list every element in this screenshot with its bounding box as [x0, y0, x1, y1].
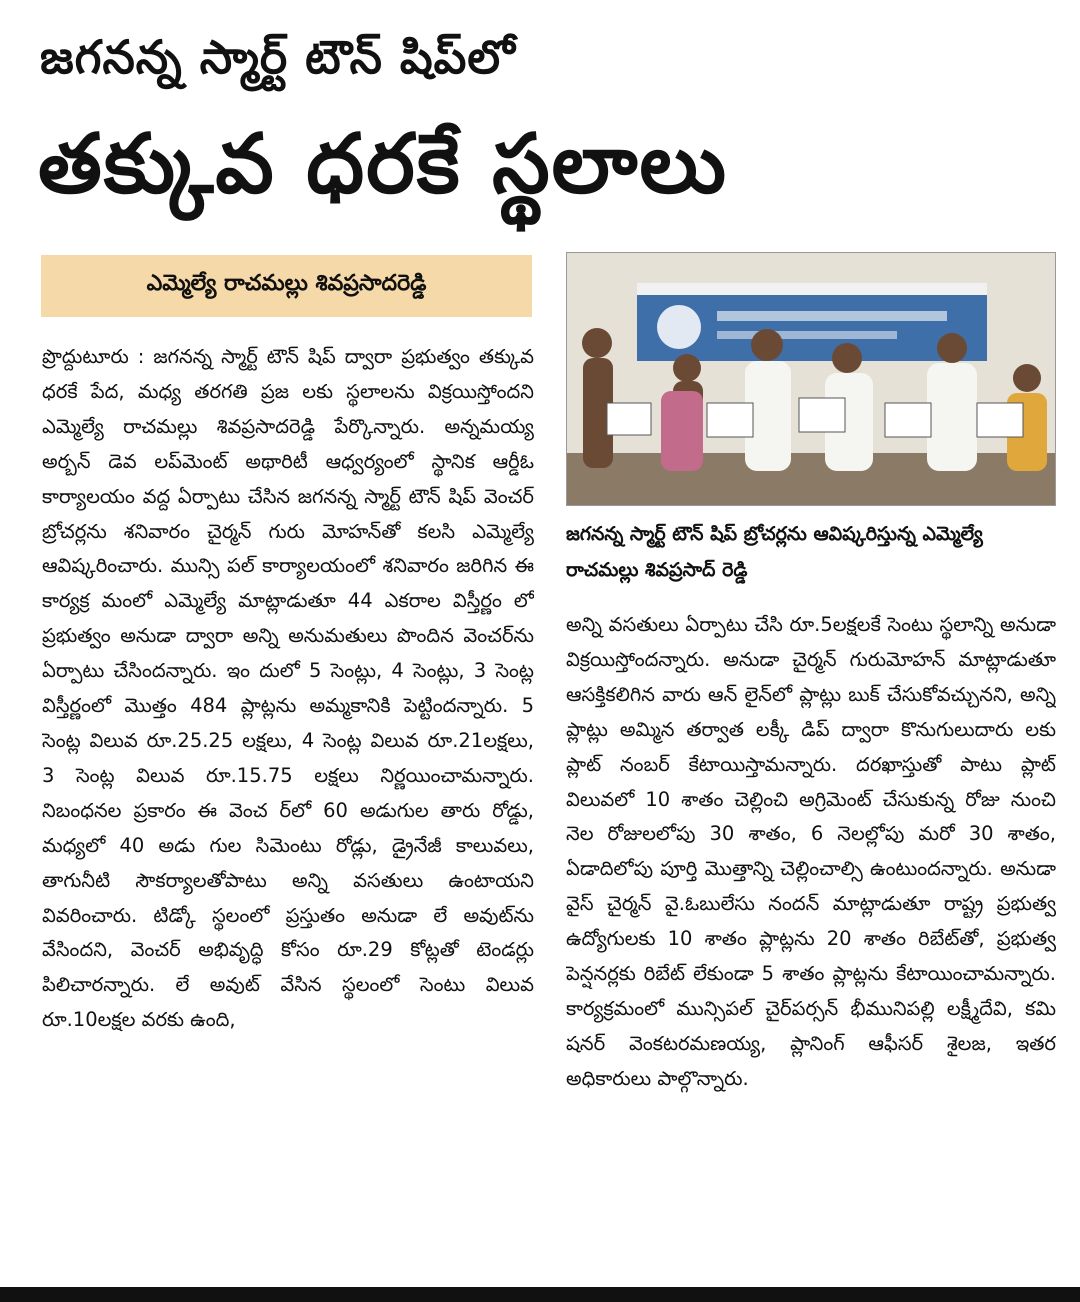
kicker: జగనన్న స్మార్ట్ టౌన్ షిప్‌లో	[40, 30, 516, 84]
body-column-right: అన్ని వసతులు ఏర్పాటు చేసి రూ.5లక్షలకే సెంటు స్థలాన్ని అనుడా విక్రయిస్తోందన్నారు. అనుడా చైర్మన్ గురుమోహన్ మాట్లాడుతూ ఆసక్తికలిగిన వారు ఆన్ లైన్‌లో ప్లాట్లు బుక్ చేసుకోవచ్చునని, అన్ని ప్లాట్లు అమ్మిన తర్వాత లక్కీ డిప్ ద్వారా కొనుగులుదారు లకు ప్లాట్ నంబర్ కేటాయిస్తామన్నారు. దరఖాస్తుతో పాటు ప్లాట్ విలువలో 10 శాతం చెల్లించి అగ్రిమెంట్ చేసుకున్న రోజు నుంచి నెల రోజులలోపు 30 శాతం, 6 నెలల్లోపు మరో 30 శాతం, ఏడాదిలోపు పూర్తి మొత్తాన్ని చెల్లించాల్సి ఉంటుందన్నారు. అనుడా వైస్ చైర్మన్ వై.ఓబులేసు నందన్ మాట్లాడుతూ రాష్ట్ర ప్రభుత్వ ఉద్యోగులకు 10 శాతం ప్లాట్లను 20 శాతం రిబేట్‌తో, ప్రభుత్వ పెన్షనర్లకు రిబేట్ లేకుండా 5 శాతం ప్లాట్లను కేటాయించామన్నారు. కార్యక్రమంలో మున్సిపల్ చైర్‌పర్సన్ భీమునిపల్లి లక్ష్మీదేవి, కమి షనర్ వెంకటరమణయ్య, ప్లానింగ్ ఆఫీసర్ శైలజ, ఇతర అధికారులు పాల్గొన్నారు.	[566, 613, 1056, 1090]
headline: తక్కువ ధరకే స్థలాలు	[38, 117, 728, 212]
bottom-bar	[0, 1287, 1080, 1302]
body-column-left: ప్రొద్దుటూరు : జగనన్న స్మార్ట్ టౌన్ షిప్ ద్వారా ప్రభుత్వం తక్కువ ధరకే పేద, మధ్య తరగతి ప్రజ లకు స్థలాలను విక్రయిస్తోందని ఎమ్మెల్యే రాచమల్లు శివప్రసాదరెడ్డి పేర్కొన్నారు. అన్నమయ్య అర్బన్ డెవ లప్‌మెంట్ అథారిటీ ఆధ్వర్యంలో స్థానిక ఆర్డీఓ కార్యాలయం వద్ద ఏర్పాటు చేసిన జగనన్న స్మార్ట్ టౌన్ షిప్ వెంచర్ బ్రోచర్లను శనివారం చైర్మన్ గురు మోహన్‌తో కలసి ఎమ్మెల్యే ఆవిష్కరించారు. మున్సి పల్ కార్యాలయంలో శనివారం జరిగిన ఈ కార్యక్ర మంలో ఎమ్మెల్యే మాట్లాడుతూ 44 ఎకరాల విస్తీర్ణం లో ప్రభుత్వం అనుడా ద్వారా అన్ని అనుమతులు పొందిన వెంచర్‌ను ఏర్పాటు చేసిందన్నారు. ఇం దులో 5 సెంట్లు, 4 సెంట్లు, 3 సెంట్ల విస్తీర్ణంలో మొత్తం 484 ప్లాట్లను అమ్మకానికి పెట్టిందన్నారు. 5 సెంట్ల విలువ రూ.25.25 లక్షలు, 4 సెంట్ల విలువ రూ.21లక్షలు, 3 సెంట్ల విలువ రూ.15.75 లక్షలు నిర్ణయించామన్నారు. నిబంధనల ప్రకారం ఈ వెంచ ర్‌లో 60 అడుగుల తారు రోడ్డు, మధ్యలో 40 అడు గుల సిమెంటు రోడ్లు, డ్రైనేజీ కాలువలు, తాగునీటి సౌకర్యాలతోపాటు అన్ని వసతులు ఉంటాయని వివరించారు. టిడ్కో స్థలంలో ప్రస్తుతం అనుడా లే అవుట్‌ను వేసిందని, వెంచర్ అభివృద్ధి కోసం రూ.29 కోట్లతో టెండర్లు పిలిచారన్నారు. లే అవుట్ వేసిన స్థలంలో సెంటు విలువ రూ.10లక్షల వరకు ఉంది,	[42, 345, 534, 1032]
photo-caption: జగనన్న స్మార్ట్ టౌన్ షిప్ బ్రోచర్లను ఆవిష్కరిస్తున్న ఎమ్మెల్యే రాచమల్లు శివప్రసాద్ రెడ్డి	[566, 523, 983, 581]
news-photo	[566, 252, 1056, 506]
byline-box	[41, 255, 532, 317]
photo-illustration	[567, 253, 1055, 505]
byline-text: ఎమ్మెల్యే రాచమల్లు శివప్రసాదరెడ్డి	[146, 271, 427, 296]
